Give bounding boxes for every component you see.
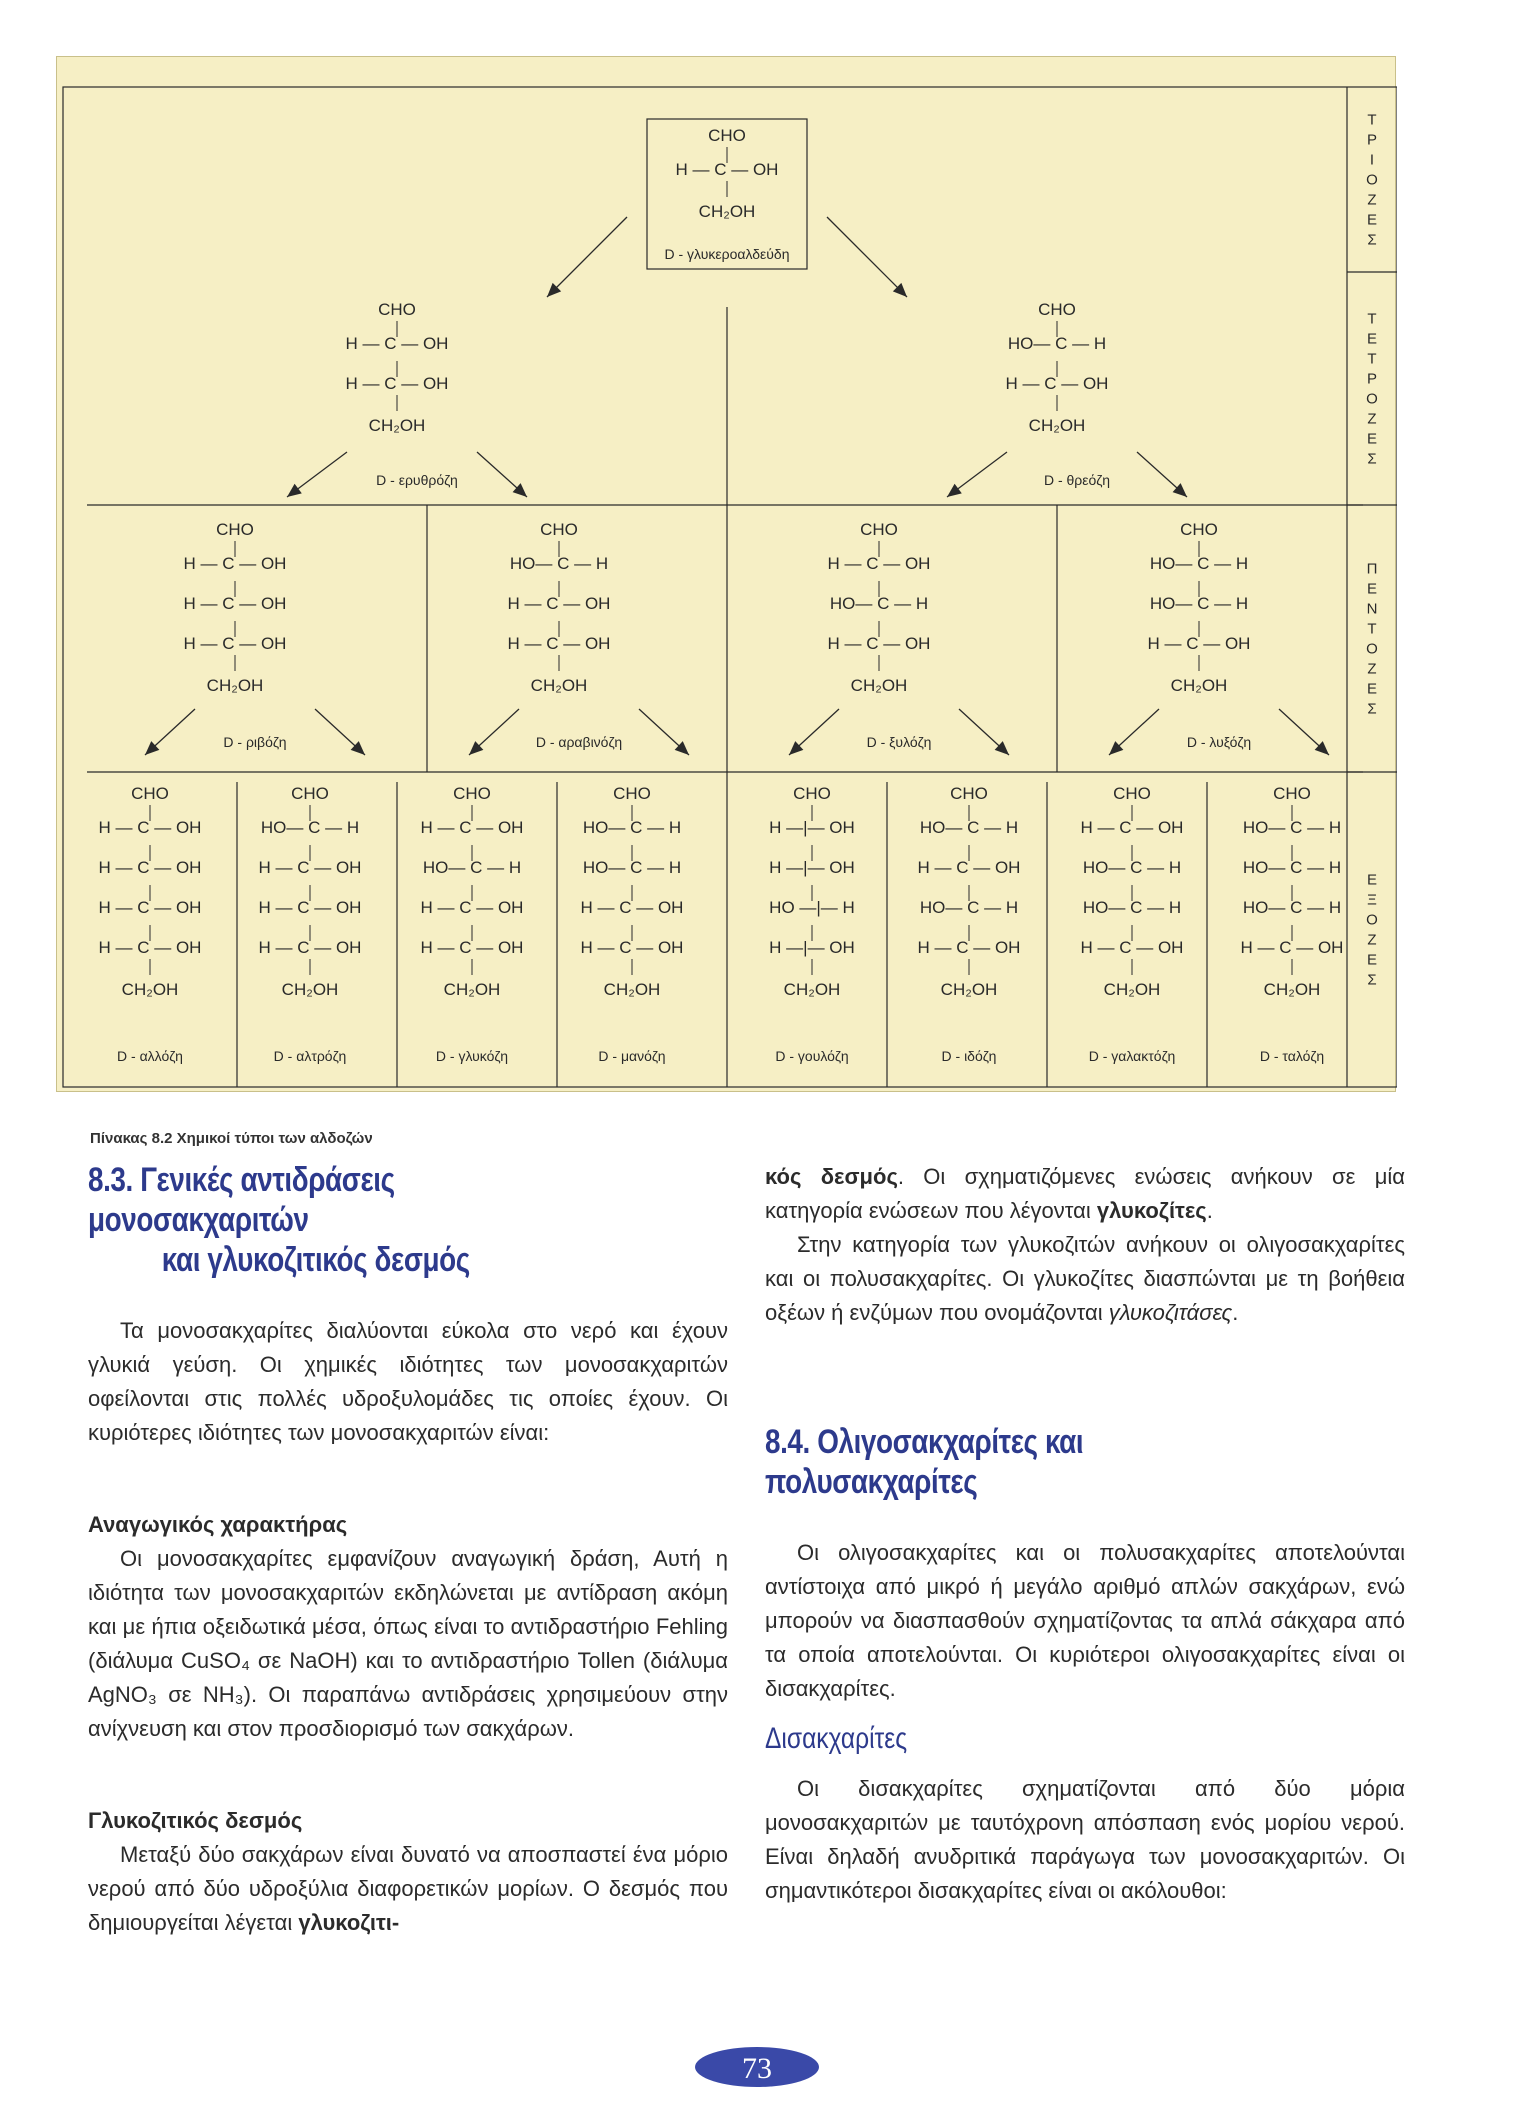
glycosides-paragraph	[765, 1228, 1405, 1330]
side-label-letter: Ε	[1366, 330, 1378, 348]
sugar-hexose-6-row: H — C — OH	[1080, 818, 1184, 837]
intro-paragraph: Τα μονοσακχαρίτες διαλύονται εύκολα στο νερό και έχουν γλυκιά γεύση. Οι χημικές ιδιότητες των μονοσακχαριτών οφείλονται στις πολλές υδροξυλομάδες τις οποίες έχουν. Οι κυριότερες ιδιότητες των μονοσακχαριτών είναι:	[88, 1318, 728, 1445]
sugar-triose-0-row: H — C — OH	[675, 160, 779, 179]
side-label-letter: Ζ	[1367, 191, 1377, 209]
sugar-hexose-6-row: H — C — OH	[1080, 938, 1184, 957]
sugar-hexose-7-row: H — C — OH	[1240, 938, 1344, 957]
sugar-tetrose-0-row: H — C — OH	[345, 374, 449, 393]
sugar-pentose-2-ch2oh: CH₂OH	[850, 676, 908, 695]
sugar-pentose-1-row: HO— C — H	[509, 554, 609, 573]
sugar-pentose-3-row: HO— C — H	[1149, 594, 1249, 613]
sugar-pentose-1-cho: CHO	[540, 520, 578, 539]
sugar-hexose-4-row: H —|— OH	[769, 858, 855, 877]
sugar-hexose-0-cho: CHO	[131, 784, 169, 803]
sugar-hexose-0-ch2oh: CH₂OH	[121, 980, 179, 999]
arrow-triose-left	[547, 217, 627, 297]
p2-italic: γλυκοζιτάσες	[1108, 1300, 1233, 1325]
cont-bold: κός δεσμός	[765, 1164, 898, 1189]
sugar-hexose-2-row: H — C — OH	[420, 938, 524, 957]
sugar-hexose-7-row: HO— C — H	[1242, 898, 1342, 917]
sugar-name-tetrose: D - ερυθρόζη	[376, 472, 458, 488]
sugar-hexose-6-row: HO— C — H	[1082, 858, 1182, 877]
sugar-name-hexose: D - ιδόζη	[941, 1048, 997, 1064]
sugar-tetrose-0-row: H — C — OH	[345, 334, 449, 353]
continued-paragraph	[765, 1160, 1405, 1228]
sugar-pentose-2-row: HO— C — H	[829, 594, 929, 613]
chart-frame	[63, 87, 1397, 1087]
sugar-hexose-7-ch2oh: CH₂OH	[1263, 980, 1321, 999]
arrow-tetrose-left-head	[287, 484, 302, 497]
sugar-hexose-4-cho: CHO	[793, 784, 831, 803]
sugar-pentose-0-ch2oh: CH₂OH	[206, 676, 264, 695]
sugar-tetrose-1-row: H — C — OH	[1005, 374, 1109, 393]
sugar-name-hexose: D - αλτρόζη	[273, 1048, 347, 1064]
sugar-hexose-3-row: H — C — OH	[580, 938, 684, 957]
arrow-triose-right	[827, 217, 907, 297]
sugar-pentose-2-row: H — C — OH	[827, 554, 931, 573]
sugar-pentose-0-row: H — C — OH	[183, 634, 287, 653]
sugar-hexose-1-row: HO— C — H	[260, 818, 360, 837]
cont-bold2: γλυκοζίτες	[1096, 1198, 1207, 1223]
sugar-tetrose-1-ch2oh: CH₂OH	[1028, 416, 1086, 435]
sugar-pentose-1-row: H — C — OH	[507, 634, 611, 653]
sugar-name-pentose: D - ριβόζη	[223, 734, 287, 750]
sugar-pentose-3-cho: CHO	[1180, 520, 1218, 539]
side-label-letter: Ο	[1366, 640, 1378, 658]
side-label-letter: Ε	[1366, 871, 1378, 889]
side-label-letter: Τ	[1367, 310, 1377, 328]
side-label-letter: Ξ	[1367, 891, 1377, 909]
subheading-reducing: Αναγωγικός χαρακτήρας	[88, 1512, 348, 1537]
sugar-hexose-2-row: H — C — OH	[420, 818, 524, 837]
page-number: 73	[742, 2052, 772, 2085]
sugar-name-tetrose: D - θρεόζη	[1043, 472, 1111, 488]
left-column	[88, 1160, 728, 1940]
p2-end: .	[1232, 1300, 1239, 1325]
side-label-letter: Ρ	[1366, 370, 1378, 388]
sugar-name-pentose: D - αραβινόζη	[535, 734, 623, 750]
side-label-letter: Σ	[1367, 231, 1377, 249]
sugar-name-pentose: D - ξυλόζη	[866, 734, 932, 750]
sugar-hexose-5-cho: CHO	[950, 784, 988, 803]
side-label-letter: Ε	[1366, 951, 1378, 969]
side-label-letter: Ζ	[1367, 660, 1377, 678]
sugar-hexose-5-row: H — C — OH	[917, 858, 1021, 877]
sugar-hexose-7-row: HO— C — H	[1242, 858, 1342, 877]
oligo-paragraph: Οι ολιγοσακχαρίτες και οι πολυσακχαρίτες αποτελούνται αντίστοιχα από μικρό ή μεγάλο αριθμό απλών σακχάρων, ενώ μπορούν να διασπασθούν σχηματίζοντας τα απλά σάκχαρα από τα οποία αποτελούνται. Οι κυριότεροι ολιγοσακχαρίτες είναι οι δισακχαρίτες.	[765, 1540, 1405, 1701]
side-label-letter: Τ	[1367, 620, 1377, 638]
side-label-letter: Ε	[1366, 680, 1378, 698]
side-label-letter: Π	[1366, 560, 1378, 578]
sugar-name-triose: D - γλυκεροαλδεύδη	[664, 246, 790, 262]
sugar-hexose-5-row: HO— C — H	[919, 818, 1019, 837]
sugar-name-hexose: D - γουλόζη	[775, 1048, 849, 1064]
sugar-hexose-1-ch2oh: CH₂OH	[281, 980, 339, 999]
side-label-letter: Ι	[1369, 151, 1375, 169]
side-label-letter: Ζ	[1367, 410, 1377, 428]
sugar-name-hexose: D - μανόζη	[598, 1048, 666, 1064]
sugar-tetrose-0-ch2oh: CH₂OH	[368, 416, 426, 435]
sugar-name-pentose: D - λυξόζη	[1186, 734, 1252, 750]
disaccharides-paragraph: Οι δισακχαρίτες σχηματίζονται από δύο μόρια μονοσακχαριτών με ταυτόχρονη απόσπαση ενός μορίου νερού. Είναι δηλαδή ανυδριτικά παράγωγα των μονοσακχαριτών. Οι σημαντικότεροι δισακχαρίτες είναι οι ακόλουθοι:	[765, 1776, 1405, 1903]
sugar-hexose-1-row: H — C — OH	[258, 938, 362, 957]
sugar-pentose-2-cho: CHO	[860, 520, 898, 539]
side-label-letter: Ο	[1366, 171, 1378, 189]
side-label-letter: Ζ	[1367, 931, 1377, 949]
sugar-triose-0-ch2oh: CH₂OH	[698, 202, 756, 221]
sugar-hexose-1-row: H — C — OH	[258, 898, 362, 917]
side-label-letter: Ο	[1366, 390, 1378, 408]
sugar-hexose-3-row: HO— C — H	[582, 858, 682, 877]
side-label-letter: Ν	[1366, 600, 1378, 618]
sugar-hexose-3-row: H — C — OH	[580, 898, 684, 917]
sugar-name-hexose: D - γαλακτόζη	[1088, 1048, 1176, 1064]
sugar-hexose-3-ch2oh: CH₂OH	[603, 980, 661, 999]
sugar-name-hexose: D - ταλόζη	[1259, 1048, 1325, 1064]
glycosidic-text: Μεταξύ δύο σακχάρων είναι δυνατό να αποσπαστεί ένα μόριο νερού από δύο υδροξύλια διαφορετικών μορίων. Ο δεσμός που δημιουργείται λέγεται	[88, 1842, 728, 1935]
sugar-hexose-7-row: HO— C — H	[1242, 818, 1342, 837]
side-label-letter: Σ	[1367, 450, 1377, 468]
side-label-letter: Ε	[1366, 430, 1378, 448]
section-title-line2: και γλυκοζιτικός δεσμός	[161, 1241, 470, 1279]
sugar-hexose-3-row: HO— C — H	[582, 818, 682, 837]
sugar-hexose-4-row: H —|— OH	[769, 938, 855, 957]
sugar-tetrose-1-cho: CHO	[1038, 300, 1076, 319]
subheading-glycosidic: Γλυκοζιτικός δεσμός	[88, 1808, 303, 1833]
section-title-8-3	[88, 1160, 613, 1280]
glycosidic-paragraph	[88, 1838, 728, 1940]
sugar-hexose-4-ch2oh: CH₂OH	[783, 980, 841, 999]
side-label-letter: Ρ	[1366, 131, 1378, 149]
sugar-name-hexose: D - αλλόζη	[117, 1048, 183, 1064]
right-column	[765, 1160, 1405, 1908]
sugar-pentose-2-row: H — C — OH	[827, 634, 931, 653]
subheading-disaccharides: Δισακχαρίτες	[765, 1722, 908, 1755]
sugar-pentose-0-row: H — C — OH	[183, 594, 287, 613]
sugar-hexose-0-row: H — C — OH	[98, 898, 202, 917]
sugar-pentose-3-row: H — C — OH	[1147, 634, 1251, 653]
side-label-letter: Τ	[1367, 350, 1377, 368]
sugar-hexose-2-ch2oh: CH₂OH	[443, 980, 501, 999]
sugar-hexose-7-cho: CHO	[1273, 784, 1311, 803]
aldose-chart-panel	[56, 56, 1396, 1092]
sugar-hexose-6-cho: CHO	[1113, 784, 1151, 803]
page-number-badge	[692, 2042, 822, 2092]
side-label-letter: Ε	[1366, 211, 1378, 229]
glycosidic-bold: γλυκοζιτι-	[298, 1910, 400, 1935]
cont-text: . Οι σχηματιζόμενες ενώσεις ανήκουν σε μία κατηγορία ενώσεων που λέγονται	[765, 1164, 1405, 1223]
sugar-pentose-0-cho: CHO	[216, 520, 254, 539]
sugar-pentose-1-ch2oh: CH₂OH	[530, 676, 588, 695]
side-label-letter: Σ	[1367, 971, 1377, 989]
sugar-hexose-0-row: H — C — OH	[98, 858, 202, 877]
side-label-letter: Ο	[1366, 911, 1378, 929]
sugar-hexose-4-row: H —|— OH	[769, 818, 855, 837]
sugar-name-hexose: D - γλυκόζη	[435, 1048, 509, 1064]
cont-end: .	[1206, 1198, 1213, 1223]
sugar-pentose-3-ch2oh: CH₂OH	[1170, 676, 1228, 695]
sugar-tetrose-1-row: HO— C — H	[1007, 334, 1107, 353]
sugar-hexose-1-row: H — C — OH	[258, 858, 362, 877]
sugar-hexose-0-row: H — C — OH	[98, 938, 202, 957]
sugar-triose-0-cho: CHO	[708, 126, 746, 145]
section-title-line1: 8.3. Γενικές αντιδράσεις μονοσακχαριτών	[88, 1161, 395, 1239]
sugar-hexose-6-ch2oh: CH₂OH	[1103, 980, 1161, 999]
sugar-pentose-1-row: H — C — OH	[507, 594, 611, 613]
sugar-hexose-2-row: H — C — OH	[420, 898, 524, 917]
sugar-hexose-2-cho: CHO	[453, 784, 491, 803]
section-title-8-4: 8.4. Ολιγοσακχαρίτες και πολυσακχαρίτες	[765, 1423, 1084, 1501]
sugar-hexose-2-row: HO— C — H	[422, 858, 522, 877]
table-caption: Πίνακας 8.2 Χημικοί τύποι των αλδοζών	[90, 1130, 373, 1147]
sugar-hexose-0-row: H — C — OH	[98, 818, 202, 837]
side-label-letter: Σ	[1367, 700, 1377, 718]
sugar-tetrose-0-cho: CHO	[378, 300, 416, 319]
aldose-chart	[57, 57, 1397, 1093]
sugar-pentose-0-row: H — C — OH	[183, 554, 287, 573]
sugar-hexose-5-ch2oh: CH₂OH	[940, 980, 998, 999]
side-label-letter: Τ	[1367, 111, 1377, 129]
side-label-letter: Ε	[1366, 580, 1378, 598]
sugar-hexose-3-cho: CHO	[613, 784, 651, 803]
sugar-hexose-5-row: HO— C — H	[919, 898, 1019, 917]
sugar-hexose-1-cho: CHO	[291, 784, 329, 803]
sugar-hexose-4-row: HO —|— H	[769, 898, 855, 917]
sugar-pentose-3-row: HO— C — H	[1149, 554, 1249, 573]
sugar-hexose-6-row: HO— C — H	[1082, 898, 1182, 917]
sugar-hexose-5-row: H — C — OH	[917, 938, 1021, 957]
p2-text: Στην κατηγορία των γλυκοζιτών ανήκουν οι ολιγοσακχαρίτες και οι πολυσακχαρίτες. Οι γλυκοζίτες διασπώνται με τη βοήθεια οξέων ή ενζύμων που ονομάζονται	[765, 1232, 1405, 1325]
arrow-tetrose-left-head	[947, 484, 962, 497]
reducing-paragraph: Οι μονοσακχαρίτες εμφανίζουν αναγωγική δράση, Αυτή η ιδιότητα των μονοσακχαριτών εκδηλώνεται με αντίδραση ακόμη και με ήπια οξειδωτικά μέσα, όπως είναι το αντιδραστήριο Fehling (διάλυμα CuSO₄ σε NaOH) και το αντιδραστήριο Tollen (διάλυμα AgNO₃ σε NH₃). Οι παραπάνω αντιδράσεις χρησιμεύουν στην ανίχνευση και στον προσδιορισμό των σακχάρων.	[88, 1546, 728, 1741]
